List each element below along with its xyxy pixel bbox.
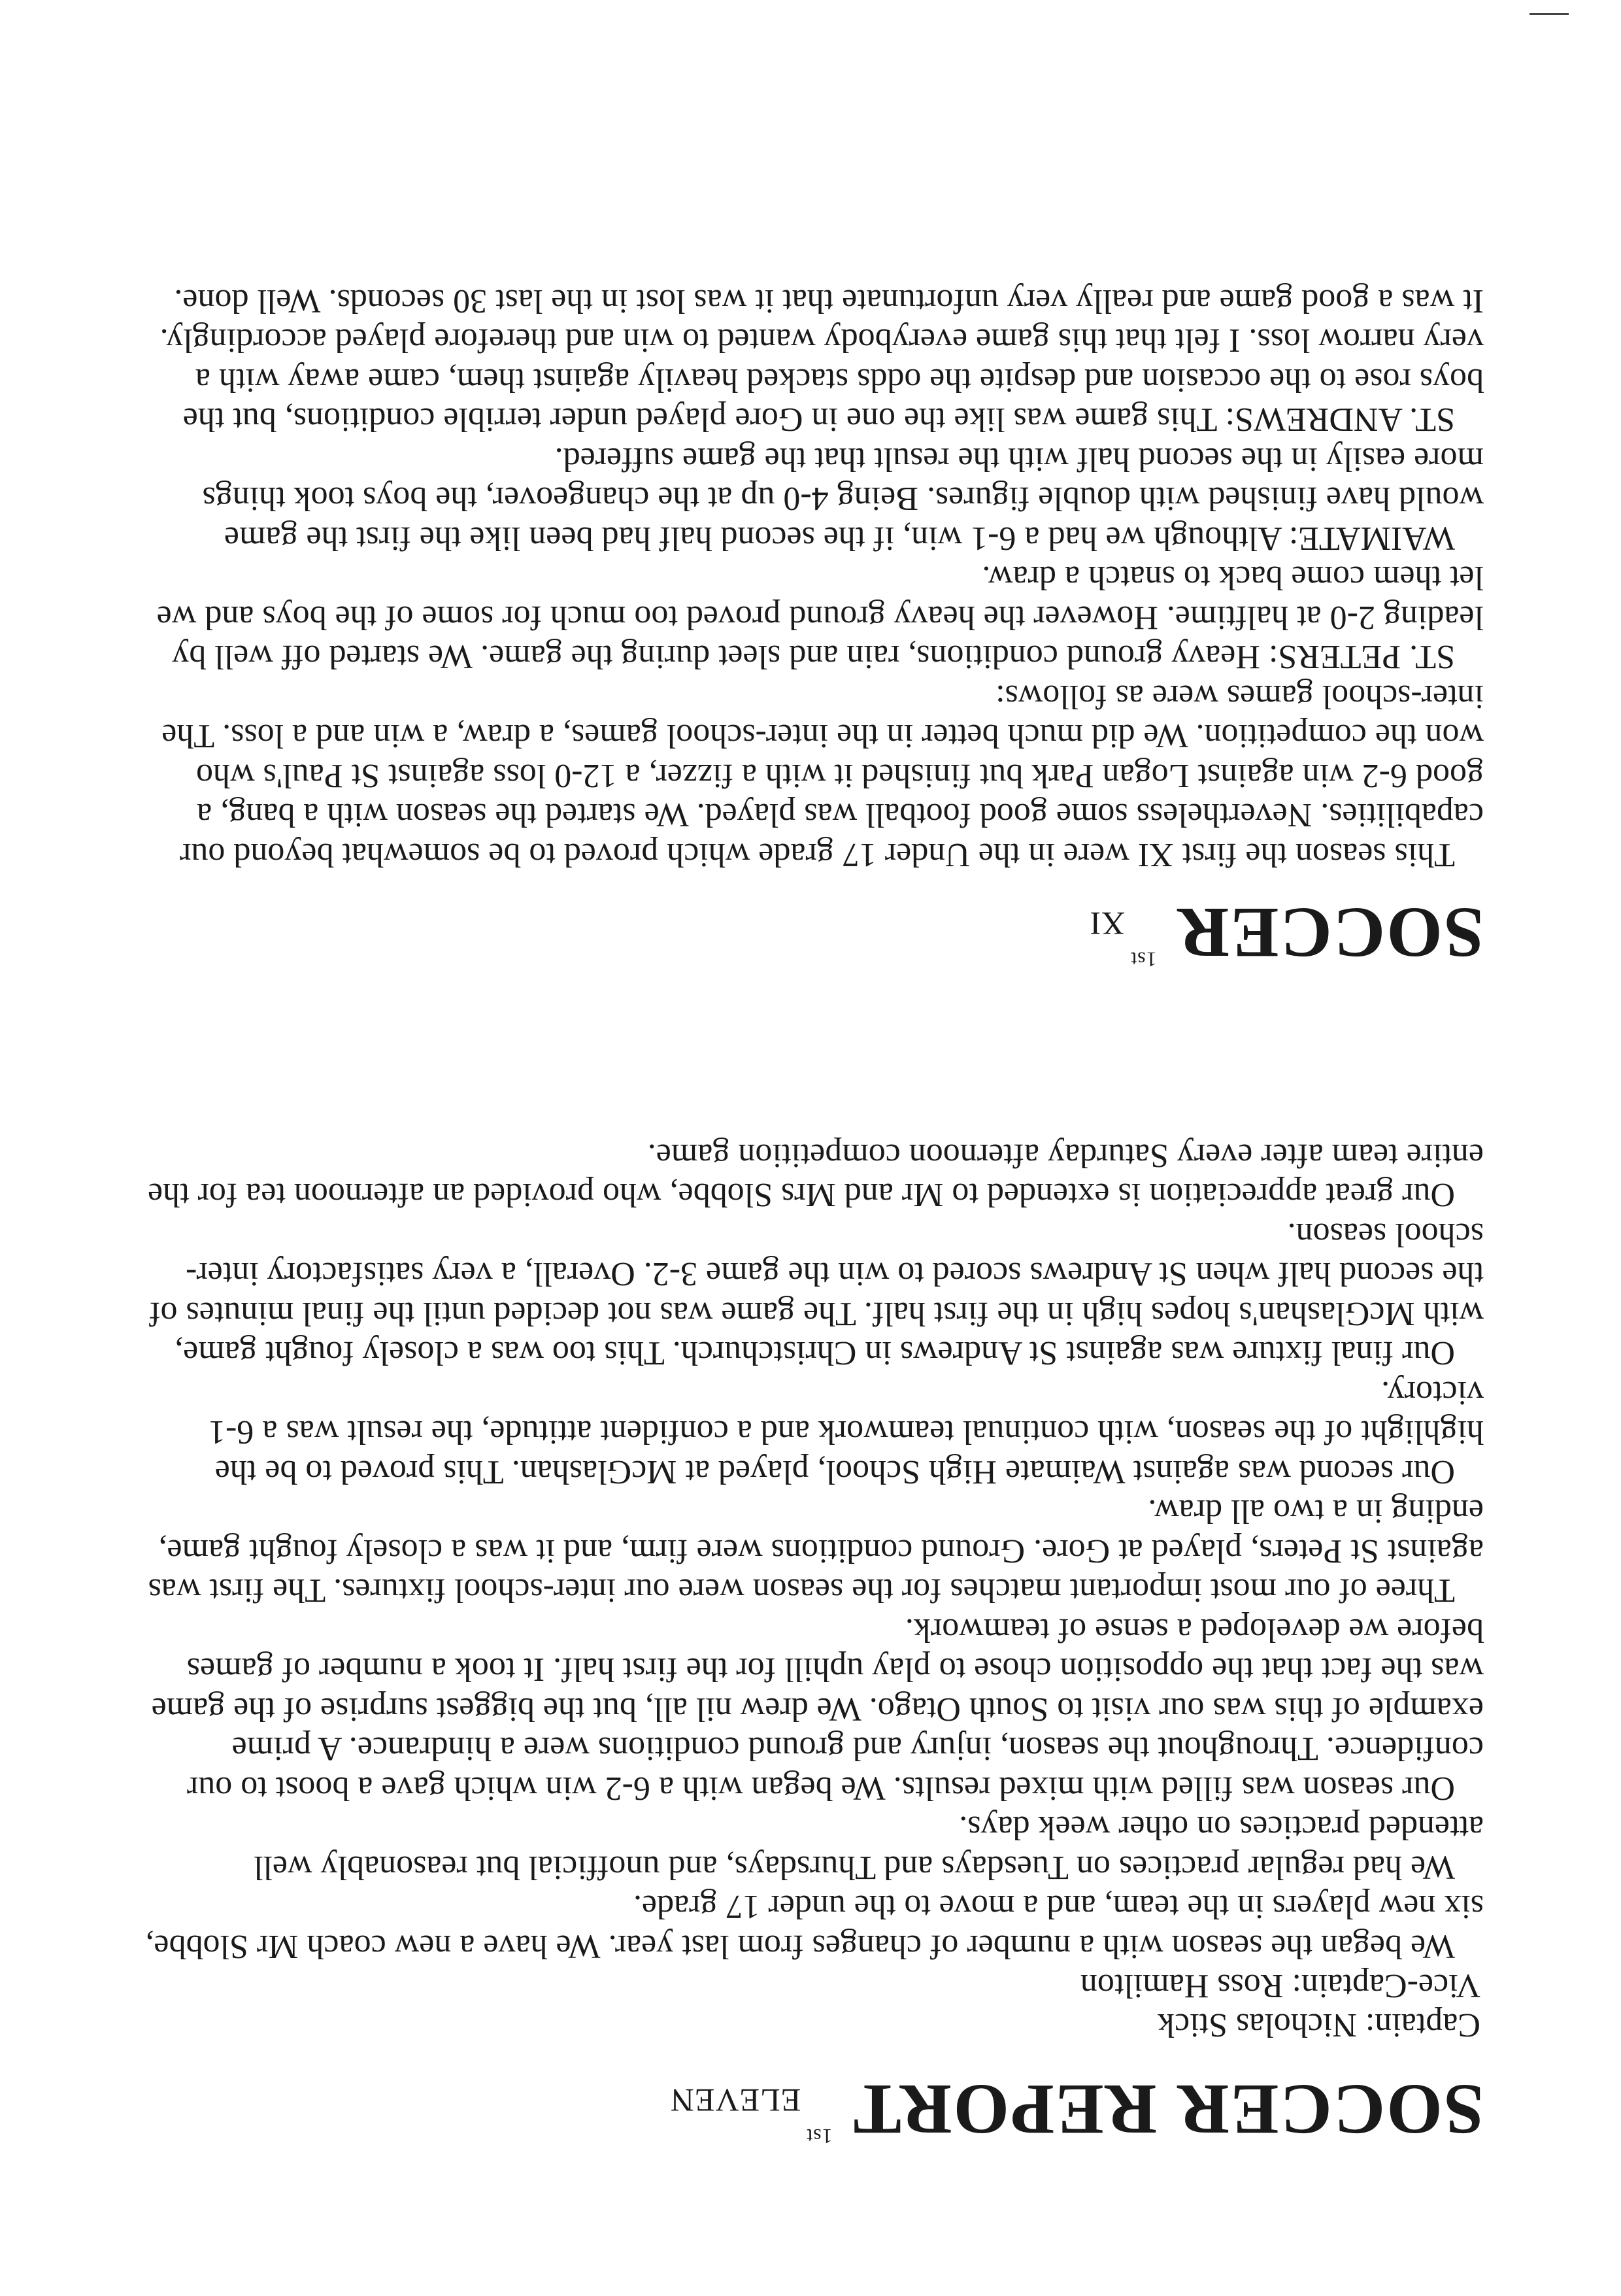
- team-officers: [827, 1966, 1480, 2044]
- soccer-xi-heading: [1089, 893, 1484, 973]
- soccer-xi-sup: 1st: [1130, 948, 1157, 971]
- soccer-report-sub: ELEVEN: [669, 2082, 801, 2119]
- soccer-report-title: SOCCER REPORT: [852, 2070, 1484, 2150]
- report-paragraph: Our final fixture was against St Andrews in Christchurch. This too was a closely fought game, with McGlashan's hopes high in the first half. The game was not decided until the final minutes of the second half when St Andrews scored to win the game 3-2. Overall, a very satisfactory inter-school season.: [149, 1216, 1484, 1372]
- captain-line: Captain: Nicholas Stick: [1158, 2006, 1480, 2044]
- report-paragraph: Our great appreciation is extended to Mr and Mrs Slobbe, who provided an afternoon tea for the entire team after every Saturday afternoon competition game.: [148, 1137, 1484, 1214]
- report-paragraph: We had regular practices on Tuesdays and Thursdays, and unofficial but reasonably well attended practices on other week days.: [254, 1809, 1484, 1886]
- soccer-paragraph: This season the first XI were in the Under 17 grade which proved to be somewhat beyond our capabilities. Nevertheless some good football was played. We started the season with a bang, a good 6-2 win against Logan Park but finished it with a fizzer, a 12-0 loss against St Paul's who won the competition. We did much better in the inter-school games, a draw, a win and a loss. The inter-school games were as follows:: [161, 678, 1484, 873]
- report-paragraph: Our season was filled with mixed results. We began with a 6-2 win which gave a boost to our confidence. Throughout the season, injury and ground conditions were a hindrance. A prime example of this was our visit to South Otago. We drew nil all, but the biggest surprise of the game was the fact that the opposition chose to play uphill for the first half. It took a number of games before we developed a sense of teamwork.: [151, 1612, 1484, 1807]
- soccer-report-sup: 1st: [806, 2125, 833, 2148]
- soccer-paragraph: WAIMATE: Although we had a 6-1 win, if the second half had been like the first the game would have finished with double figures. Being 4-0 up at the changeover, the boys took things more easily in the second half with the result that the game suffered.: [202, 441, 1484, 557]
- soccer-report-heading: [669, 2070, 1484, 2150]
- report-paragraph: Our second was against Waimate High School, played at McGlashan. This proved to be the highlight of the season, with continual teamwork and a confident attitude, the result was a 6-1 victory.: [209, 1374, 1484, 1491]
- soccer-xi-subtitle: [1089, 905, 1157, 971]
- soccer-xi-title: SOCCER: [1176, 893, 1484, 973]
- soccer-paragraph: ST. ANDREWS: This game was like the one in Gore played under terrible conditions, but the boys rose to the occasion and despite the odds stacked heavily against them, came away with a very narrow loss. I felt that this game everybody wanted to win and therefore played accordingly. It was a good game and really very unfortunate that it was lost in the last 30 seconds. Well done.: [159, 282, 1484, 439]
- scan-edge-mark: [1529, 13, 1569, 15]
- report-paragraph: Three of our most important matches for the season were our inter-school fixtures. The first was against St Peters, played at Gore. Ground conditions were firm, and it was a closely fought game, ending in a two all draw.: [148, 1493, 1484, 1610]
- soccer-report-body: [137, 1136, 1484, 1967]
- vice-captain-line: Vice-Captain: Ross Hamilton: [1080, 1967, 1480, 2004]
- soccer-report-subtitle: [669, 2082, 833, 2148]
- soccer-xi-sub: XI: [1089, 905, 1126, 942]
- soccer-xi-body: [137, 281, 1484, 875]
- soccer-paragraph: ST. PETERS: Heavy ground conditions, rain and sleet during the game. We started off well by leading 2-0 at halftime. However the heavy ground proved too much for some of the boys and we let them come back to snatch a draw.: [156, 559, 1484, 676]
- report-paragraph: We began the season with a number of changes from last year. We have a new coach Mr Slobbe, six new players in the team, and a move to the under 17 grade.: [145, 1888, 1484, 1965]
